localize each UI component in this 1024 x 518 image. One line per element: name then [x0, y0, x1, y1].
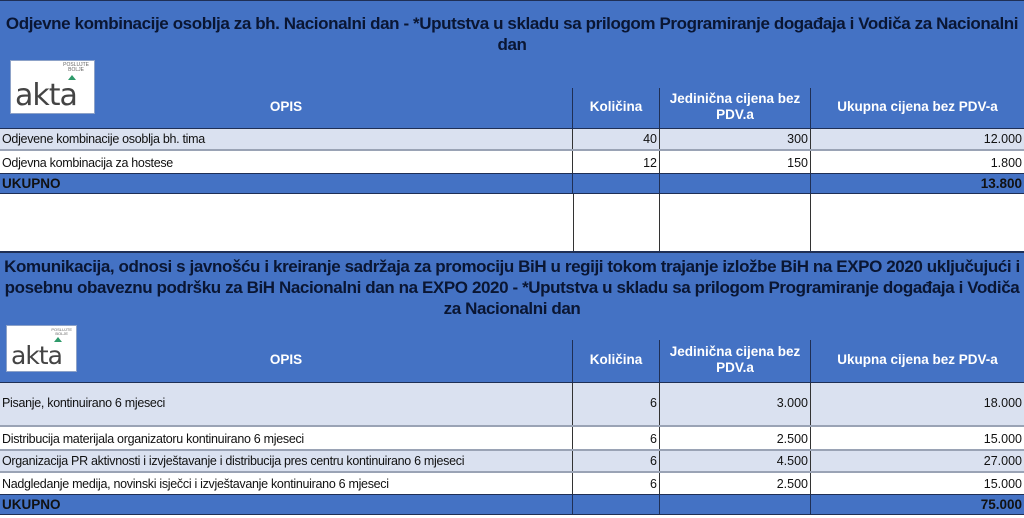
- table-row: Distribucija materijala organizatoru kontinuirano 6 mjeseci 6 2.500 15.000: [0, 427, 1024, 451]
- empty-row: [0, 194, 1024, 252]
- col-ukupna: Ukupna cijena bez PDV-a: [837, 351, 998, 367]
- col-opis: OPIS: [0, 340, 573, 382]
- total-row: UKUPNO 75.000: [0, 495, 1024, 515]
- total-row: UKUPNO 13.800: [0, 174, 1024, 194]
- section1-header-row: [0, 88, 1024, 129]
- section2-title: Komunikacija, odnosi s javnošću i kreiranje sadržaja za promociju BiH u regiji tokom trajanje izložbe BiH na EXPO 2020 uključujući i posebnu obaveznu podršku za BiH Nacionalni dan na EXPO 2020 - *Uputstva u skladu sa prilogom Programiranje događaja i Vodiča za Nacionalni dan: [0, 252, 1024, 340]
- table-row: Pisanje, kontinuirano 6 mjeseci 6 3.000 18.000: [0, 383, 1024, 427]
- table-row: Odjevna kombinacija za hostese 12 150 1.800: [0, 151, 1024, 174]
- col-jedinicna: Jedinična cijena bez PDV.a: [660, 88, 811, 128]
- col-jedinicna: Jedinična cijena bez PDV.a: [660, 340, 811, 382]
- table-row: Odjevene kombinacije osoblja bh. tima 40 300 12.000: [0, 129, 1024, 151]
- table-row: Organizacija PR aktivnosti i izvještavanje i distribucija pres centru kontinuirano 6 mjeseci 6 4.500 27.000: [0, 451, 1024, 473]
- akta-logo: POSLUJTE BOLJE akta: [10, 60, 95, 114]
- col-kolicina: Količina: [573, 340, 660, 382]
- section1-title: Odjevne kombinacije osoblja za bh. Nacionalni dan - *Uputstva u skladu sa prilogom Programiranje događaja i Vodiča za Nacionalni dan: [0, 0, 1024, 88]
- section2-header-row: [0, 340, 1024, 383]
- akta-logo: POSLUJTE BOLJE akta: [6, 325, 77, 372]
- col-opis: OPIS: [0, 88, 573, 128]
- col-kolicina: Količina: [573, 88, 660, 128]
- col-ukupna: Ukupna cijena bez PDV-a: [837, 98, 998, 114]
- table-row: Nadgledanje medija, novinski isječci i izvještavanje kontinuirano 6 mjeseci 6 2.500 15.000: [0, 473, 1024, 495]
